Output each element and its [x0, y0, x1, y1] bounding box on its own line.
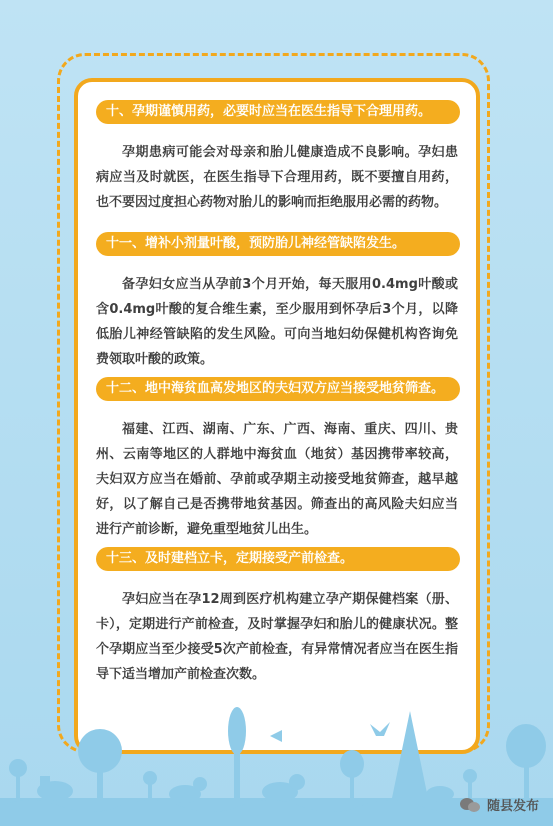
section-heading: 十一、增补小剂量叶酸，预防胎儿神经管缺陷发生。 [96, 232, 460, 256]
section-12 [78, 377, 476, 542]
publisher-watermark [459, 795, 539, 814]
section-body: 福建、江西、湖南、广东、广西、海南、重庆、四川、贵州、云南等地区的人群地中海贫血（地贫）基因携带率较高，夫妇双方应当在婚前、孕前或孕期主动接受地贫筛查，越早越好，以了解自己是否携带地贫基因。筛查出的高风险夫妇应当进行产前诊断，避免重型地贫儿出生。 [96, 422, 458, 537]
section-heading: 十、孕期谨慎用药，必要时应当在医生指导下合理用药。 [96, 100, 460, 124]
content-panel [74, 78, 480, 754]
section-body: 孕期患病可能会对母亲和胎儿健康造成不良影响。孕妇患病应当及时就医，在医生指导下合理用药，既不要擅自用药，也不要因过度担心药物对胎儿的影响而拒绝服用必需的药物。 [96, 145, 458, 210]
section-heading: 十二、地中海贫血高发地区的夫妇双方应当接受地贫筛查。 [96, 377, 460, 401]
section-body: 备孕妇女应当从孕前3个月开始，每天服用0.4mg叶酸或含0.4mg叶酸的复合维生素，至少服用到怀孕后3个月，以降低胎儿神经管缺陷的发生风险。可向当地妇幼保健机构咨询免费领取叶酸的政策。 [96, 277, 458, 367]
section-10 [78, 100, 476, 215]
publisher-name: 随县发布 [486, 799, 539, 814]
section-heading: 十三、及时建档立卡，定期接受产前检查。 [96, 547, 460, 571]
section-13 [78, 547, 476, 687]
section-11 [78, 232, 476, 372]
section-body: 孕妇应当在孕12周到医疗机构建立孕产期保健档案（册、卡），定期进行产前检查，及时掌握孕妇和胎儿的健康状况。整个孕期应当至少接受5次产前检查，有异常情况者应当在医生指导下适当增加产前检查次数。 [96, 592, 458, 682]
wechat-icon [459, 797, 481, 813]
